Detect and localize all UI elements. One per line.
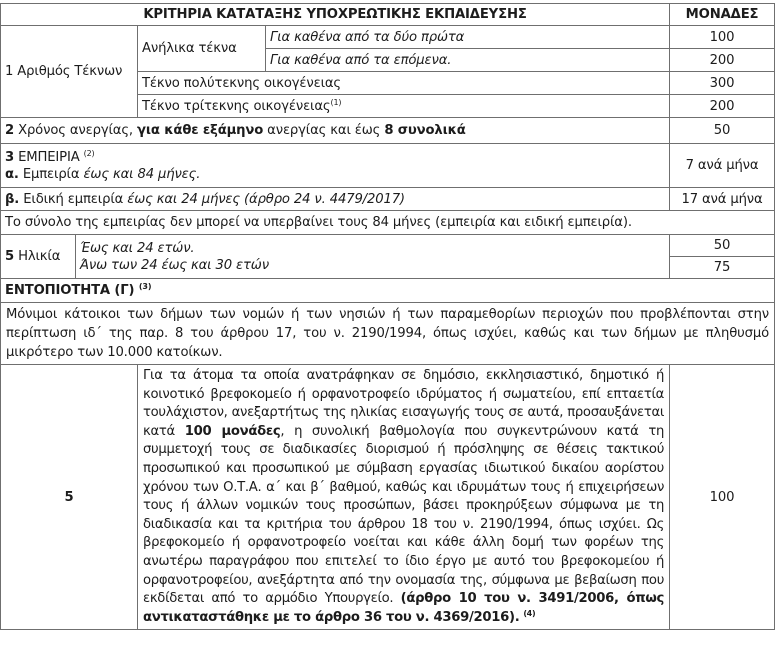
criteria-header: ΚΡΙΤΗΡΙΑ ΚΑΤΑΤΑΞΗΣ ΥΠΟΧΡΕΩΤΙΚΗΣ ΕΚΠΑΙΔΕΥΣΗΣ [1,4,670,26]
locality-title: ΕΝΤΟΠΙΟΤΗΤΑ (Γ) [5,283,135,298]
unemployment-bold-a: για κάθε εξάμηνο [137,123,264,138]
header-row [1,4,775,26]
unemployment-row [1,118,775,144]
unemployment-num: 2 [5,123,15,138]
first-two-children: Για καθένα από τα δύο πρώτα [266,26,670,49]
unemployment-text-b: ανεργίας και έως [263,123,385,138]
experience-b-text-italic: έως και 24 μήνες (άρθρο 24 ν. 4479/2017) [127,191,405,207]
third-child-text: Τέκνο τρίτεκνης οικογένειας [142,98,331,114]
third-child-points: 200 [670,95,775,118]
minor-children-label: Ανήλικα τέκνα [138,26,266,72]
age-row-upto24 [1,235,775,257]
children-row-first-two [1,26,775,49]
children-label [1,26,138,118]
children-label-text: Αριθμός Τέκνων [13,64,123,79]
locality-text-row [1,303,775,365]
locality-title-cell [1,279,775,303]
orphan-text-b: , η συνολική βαθμολογία που συγκεντρώνουν κατά τη συμμετοχή τους σε διαδικασίες διορισμού ή πρόσληψης σε θέσεις τακτικού προσωπικού και προσωπικού με σύμβαση εργασίας ιδιωτικού δικαίου αορίστου χρόνου των Ο.Τ.Α. α΄ και β΄ βαθμού, καθώς και ιδρυμάτων τους ή επιχειρήσεων τους ή άλλων νομικών τους προσώπων, βάσει προκηρύξεων σύμφωνα με τη διαδικασία και τα κριτήρια του άρθρου 18 του ν. 2190/1994, όπως ισχύει. Ως βρεφοκομείο ή ορφανοτροφείο νοείται και κάθε άλλη δομή των φορέων της ανωτέρω παραγράφου που επιτελεί το ίδιο έργο με αυτό του βρεφοκομείου ή ορφανοτροφείου, ανεξάρτητα από την ονομασία της, σύμφωνα με βεβαίωση που εκδίδεται από το αρμόδιο Υπουργείο. [143,423,665,607]
footnote-ref-2: (2) [83,148,95,158]
experience-row-b [1,188,775,211]
children-num: 1 [5,64,14,79]
locality-text: Μόνιμοι κάτοικοι των δήμων των νομών ή των νησιών ή των παραμεθορίων περιοχών που προβλέπονται στην περίπτωση ιδ΄ της παρ. 8 του άρθρου 17, του ν. 2190/1994, όπως ισχύει, καθώς και των δήμων με πληθυσμό μικρότερο των 10.000 κατοίκων. [1,303,775,365]
age-num: 5 [5,249,15,264]
unemployment-bold-b: 8 συνολικά [384,123,466,138]
experience-note-row [1,211,775,235]
next-children-points: 200 [670,49,775,72]
locality-title-row [1,279,775,303]
experience-a-text-italic: έως και 84 μήνες. [83,166,201,182]
experience-b-points: 17 ανά μήνα [670,188,775,211]
age-label [1,235,76,279]
experience-a-line [5,166,665,183]
experience-b-label: β. [5,191,20,207]
age-upto-24-points: 50 [670,235,775,257]
orphan-bold-b: (άρθρο 10 του ν. 3491/2006, όπως αντικαταστάθηκε με το άρθρο 36 του ν. 4369/2016). [143,591,665,625]
large-family-child: Τέκνο πολύτεκνης οικογένειας [138,72,670,95]
age-ranges [76,235,670,279]
experience-a-cell [1,144,670,188]
experience-title: ΕΜΠΕΙΡΙΑ [14,149,80,165]
orphan-bold-a: 100 μονάδες [184,423,281,439]
experience-b-text: Ειδική εμπειρία [19,191,128,207]
unemployment-text [1,118,670,144]
age-over-24: Άνω των 24 έως και 30 ετών [80,257,269,273]
age-upto-24: Έως και 24 ετών. [80,240,195,256]
orphan-num: 5 [1,365,138,630]
points-header: ΜΟΝΑΔΕΣ [670,4,775,26]
age-label-text: Ηλικία [14,249,61,264]
footnote-ref-1: (1) [330,97,342,107]
footnote-ref-4: (4) [523,608,536,618]
experience-title-line [5,149,665,166]
next-children: Για καθένα από τα επόμενα. [266,49,670,72]
orphan-text-a: Για τα άτομα τα οποία ανατράφηκαν σε δημόσιο, εκκλησιαστικό, δημοτικό ή κοινοτικό βρεφοκομείο ή ορφανοτροφείο ιδρύματος ή σωματείου, επί επταετία τουλάχιστον, ανεξαρτήτως της ηλικίας εισαγωγής τους σε αυτά, προσαυξάνεται κατά [143,368,665,439]
large-family-points: 300 [670,72,775,95]
footnote-ref-3: (3) [138,282,152,291]
unemployment-text-a: Χρόνος ανεργίας, [14,123,138,138]
unemployment-points: 50 [670,118,775,144]
age-over-24-points: 75 [670,257,775,279]
first-two-children-points: 100 [670,26,775,49]
criteria-table [0,3,775,630]
experience-a-text: Εμπειρία [18,166,84,182]
orphan-row [1,365,775,630]
experience-b-cell [1,188,670,211]
orphan-points: 100 [670,365,775,630]
experience-note: Το σύνολο της εμπειρίας δεν μπορεί να υπερβαίνει τους 84 μήνες (εμπειρία και ειδική εμπειρία). [1,211,775,235]
experience-a-points: 7 ανά μήνα [670,144,775,188]
experience-a-label: α. [5,166,19,182]
experience-row-a [1,144,775,188]
orphan-text [138,365,670,630]
experience-num: 3 [5,149,15,165]
third-child-family [138,95,670,118]
